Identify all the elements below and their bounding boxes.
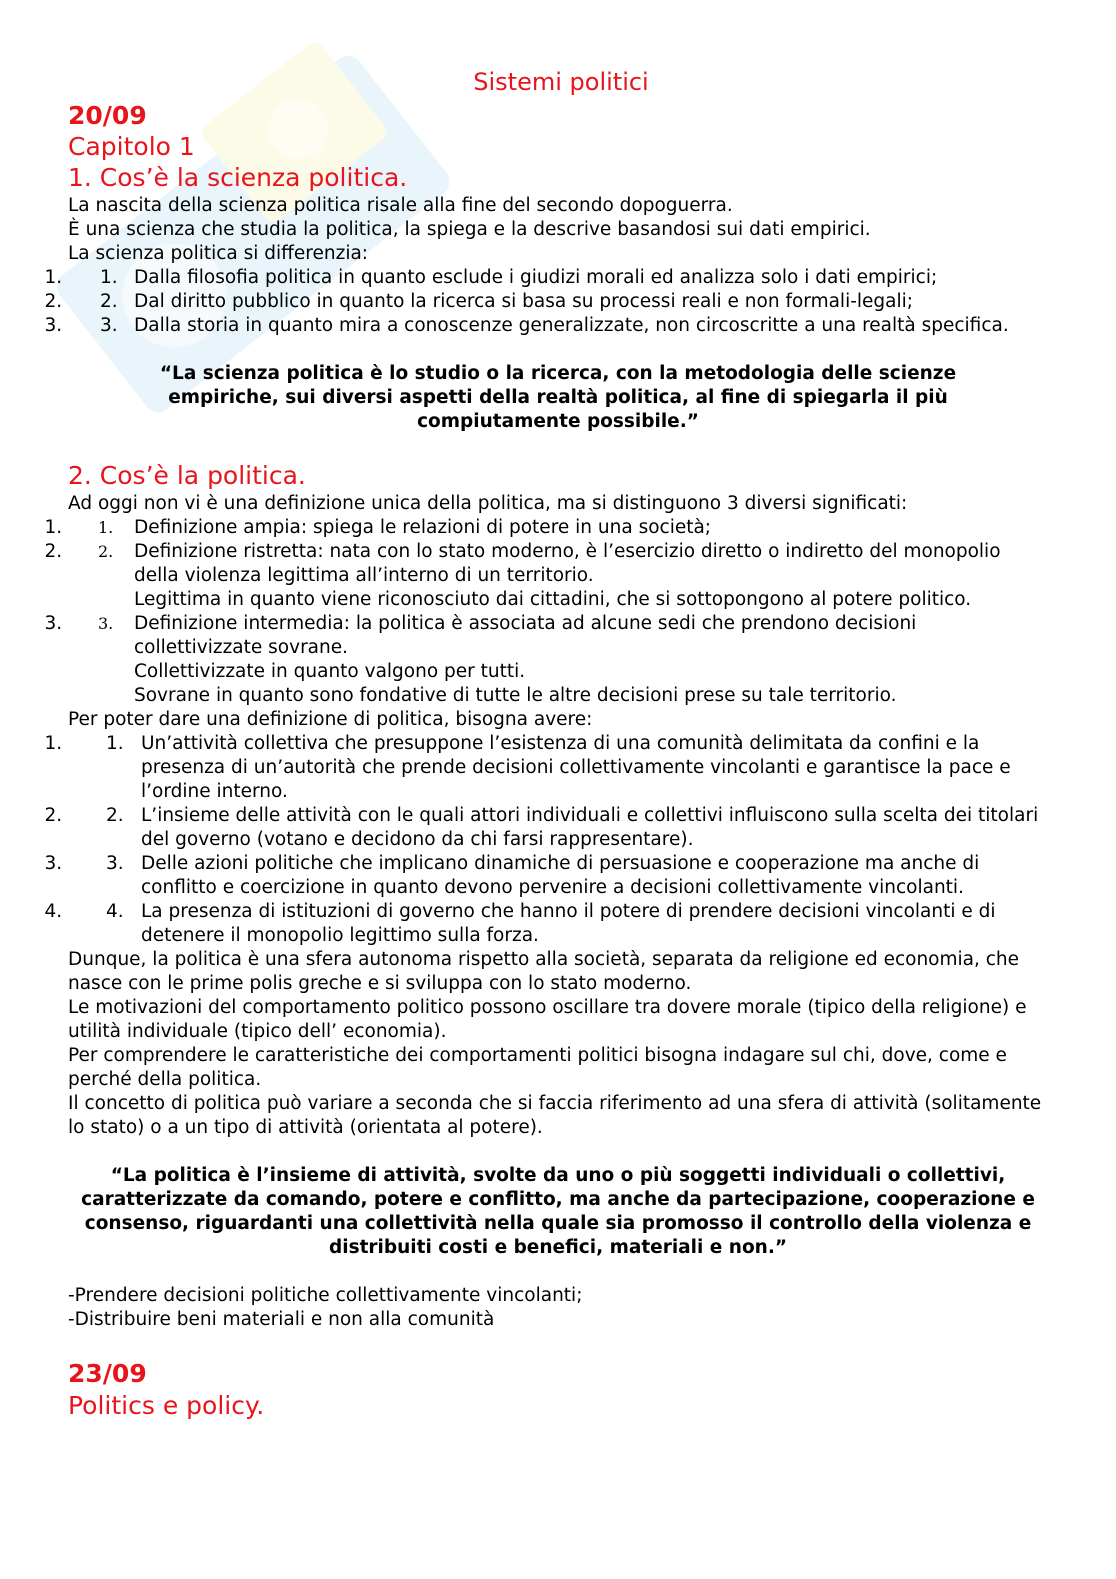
section-heading-3: Politics e policy. [68,1391,265,1420]
list-text: Delle azioni politiche che implicano dinamiche di persuasione e cooperazione ma anche di conflitto e coercizione in quanto devono pervenire a decisioni collettivamente vincolanti. [141,853,980,898]
list-item [68,314,1048,338]
differences-list [68,266,1048,338]
list-text: Definizione ristretta: nata con lo stato moderno, è l’esercizio diretto o indiretto del monopolio della violenza legittima all’interno di un territorio. [134,541,1001,586]
paragraph: Per comprendere le caratteristiche dei comportamenti politici bisogna indagare sul chi, dove, come e perché della politica. [68,1045,1007,1090]
dash-item: -Distribuire beni materiali e non alla comunità [68,1309,495,1330]
list-item [68,732,1048,804]
list-item [68,540,1048,612]
list-text: Collettivizzate in quanto valgono per tutti. [134,661,526,682]
list-text: Definizione intermedia: la politica è associata ad alcune sedi che prendono decisioni collettivizzate sovrane. [134,613,917,658]
paragraph: La scienza politica si differenzia: [68,243,369,264]
paragraph: La nascita della scienza politica risale alla fine del secondo dopoguerra. [68,195,733,216]
list-text: Dal diritto pubblico in quanto la ricerca si basa su processi reali e non formali-legali; [134,291,913,312]
paragraph: Per poter dare una definizione di politica, bisogna avere: [68,709,593,730]
list-text: Dalla storia in quanto mira a conoscenze generalizzate, non circoscritte a una realtà specifica. [134,315,1009,336]
list-text: Un’attività collettiva che presuppone l’esistenza di una comunità delimitata da confini e la presenza di un’autorità che prende decisioni collettivamente vincolanti e garantisce la pace e l’ordine interno. [141,733,1011,802]
list-number: 1. 1. [100,267,118,288]
definition-quote-2: “La politica è l’insieme di attività, svolte da uno o più soggetti individuali o collettivi, caratterizzate da comando, potere e conflitto, ma anche da partecipazione, cooperazione e consenso, riguardanti una collettività nella quale sia promosso il controllo della violenza e distribuiti costi e benefici, materiali e non.” [81,1165,1035,1258]
document-page [68,64,1048,1422]
spacer [68,1332,1048,1358]
list-item [68,804,1048,852]
dash-item: -Prendere decisioni politiche collettivamente vincolanti; [68,1285,583,1306]
list-number: 2. 2. [100,291,118,312]
list-text: Dalla filosofia politica in quanto esclude i giudizi morali ed analizza solo i dati empirici; [134,267,938,288]
list-number: 1. 1. [98,518,114,537]
section-heading-1: 1. Cos’è la scienza politica. [68,163,408,192]
section-heading-2: 2. Cos’è la politica. [68,461,306,490]
list-item [68,852,1048,900]
list-item [68,290,1048,314]
list-number: 2. 2. [106,805,124,826]
list-text: La presenza di istituzioni di governo che hanno il potere di prendere decisioni vincolanti e di detenere il monopolio legittimo sulla forza. [141,901,996,946]
list-number: 3. 3. [100,315,118,336]
list-number: 4. 4. [106,901,124,922]
list-number: 3. 3. [106,853,124,874]
list-item [68,516,1048,540]
date-heading-2: 23/09 [68,1359,147,1388]
paragraph: Il concetto di politica può variare a seconda che si faccia riferimento ad una sfera di attività (solitamente lo stato) o a un tipo di attività (orientata al potere). [68,1093,1042,1138]
list-number: 2. 2. [98,542,114,561]
chapter-heading: Capitolo 1 [68,132,195,161]
requirements-list [68,732,1048,948]
list-item [68,900,1048,948]
spacer [68,1140,1048,1164]
list-number: 1. 1. [106,733,124,754]
paragraph: Dunque, la politica è una sfera autonoma rispetto alla società, separata da religione ed economia, che nasce con le prime polis greche e si sviluppa con lo stato moderno. [68,949,1020,994]
definitions-list [68,516,1048,708]
spacer [68,338,1048,362]
list-item [68,266,1048,290]
paragraph: È una scienza che studia la politica, la spiega e la descrive basandosi sui dati empirici. [68,219,871,240]
list-text: Sovrane in quanto sono fondative di tutte le altre decisioni prese su tale territorio. [134,685,897,706]
paragraph: Le motivazioni del comportamento politico possono oscillare tra dovere morale (tipico della religione) e utilità individuale (tipico dell’ economia). [68,997,1027,1042]
list-text: Definizione ampia: spiega le relazioni di potere in una società; [134,517,712,538]
paragraph: Ad oggi non vi è una definizione unica della politica, ma si distinguono 3 diversi significati: [68,493,908,514]
date-heading-1: 20/09 [68,101,147,130]
list-text: Legittima in quanto viene riconosciuto dai cittadini, che si sottopongono al potere politico. [134,589,972,610]
spacer [68,1260,1048,1284]
spacer [68,434,1048,460]
list-item [68,612,1048,708]
definition-quote-1: “La scienza politica è lo studio o la ricerca, con la metodologia delle scienze empiriche, sui diversi aspetti della realtà politica, al fine di spiegarla il più compiutamente possibile.” [159,363,957,432]
list-text: L’insieme delle attività con le quali attori individuali e collettivi influiscono sulla scelta dei titolari del governo (votano e decidono da chi farsi rappresentare). [141,805,1039,850]
document-title: Sistemi politici [473,68,649,96]
list-number: 3. 3. [98,614,114,633]
